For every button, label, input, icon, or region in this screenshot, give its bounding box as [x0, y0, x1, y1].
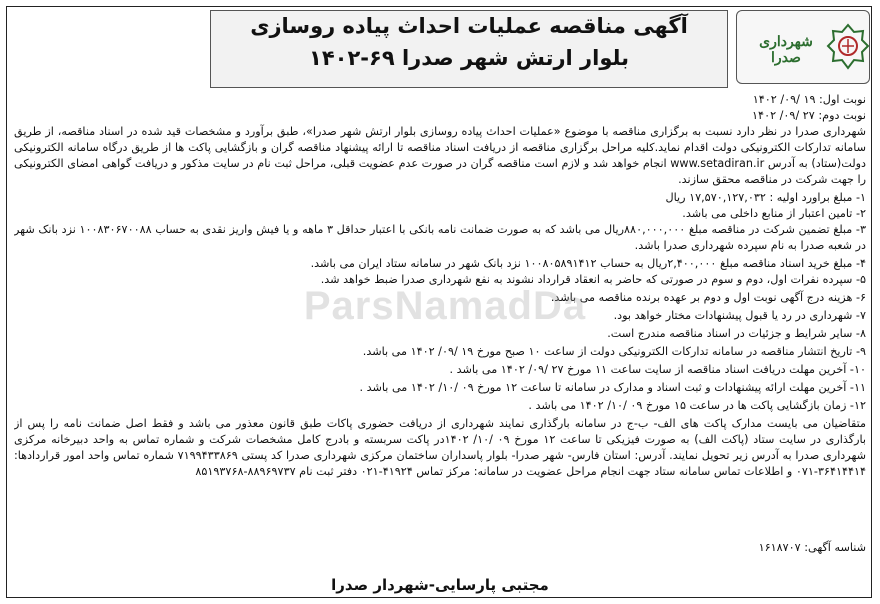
watermark: ParsNamadDa — [303, 284, 587, 328]
list-item-6: ۶- هزینه درج آگهی نوبت اول و دوم بر عهده برنده مناقصه می باشد. — [550, 291, 866, 304]
list-item-10: ۱۰- آخرین مهلت دریافت اسناد مناقصه از سایت ساعت ۱۱ مورخ ۲۷ /۰۹/ ۱۴۰۲ می باشد . — [449, 363, 866, 376]
notice-title: آگهی مناقصه عملیات احداث پیاده روسازی — [250, 14, 688, 38]
list-item-12: ۱۲- زمان بازگشایی پاکت ها در ساعت ۱۵ مورخ ۰۹ /۱۰/ ۱۴۰۲ می باشد . — [528, 399, 866, 412]
municipality-emblem-icon — [826, 22, 870, 72]
list-item-4: ۴- مبلغ خرید اسناد مناقصه مبلغ ۲,۴۰۰,۰۰۰ریال به حساب ۱۰۰۸۰۵۸۹۱۴۱۲ نزد بانک شهر در سامانه ستاد ایران می باشد. — [310, 257, 866, 270]
intro-paragraph: شهرداری صدرا در نظر دارد نسبت به برگزاری مناقصه با موضوع «عملیات احداث پیاده روسازی بلوار ارتش شهر صدرا»، طبق برآورد و مشخصات قید شده در اسناد مناقصه، از طریق سامانه تدارکات الکترونیکی دولت اقدام نماید.کلیه مراحل برگزاری مناقصه از دریافت اسناد مناقصه تا ارائه پیشنهاد مناقصه گران و بازگشایی پاکت ها از طریق درگاه سامانه الکترونیکی دولت(ستاد) به آدرس www.setadiran.ir انجام خواهد شد و لازم است مناقصه گران در صورت عدم عضویت قبلی، مراحل ثبت نام در سایت مذکور و دریافت گواهی امضای الکترونیکی را جهت شرکت در مناقصه محقق سازند. — [14, 125, 866, 186]
list-item-9: ۹- تاریخ انتشار مناقصه در سامانه تدارکات الکترونیکی دولت از ساعت ۱۰ صبح مورخ ۱۹ /۰۹/ ۱۴۰۲ می باشد. — [362, 345, 866, 358]
mayor-signature: مجتبی پارسایی-شهردار صدرا — [331, 576, 549, 594]
notice-subtitle: بلوار ارتش شهر صدرا ۶۹-۱۴۰۲ — [309, 46, 629, 70]
list-item-3: ۳- مبلغ تضمین شرکت در مناقصه مبلغ ۸۸۰,۰۰۰,۰۰۰ریال می باشد که به صورت ضمانت نامه بانکی با اعتبار حداقل ۳ ماهه و یا فیش واریز نقدی به حساب ۱۰۰۸۳۰۶۷۰۰۸۸ نزد بانک شهر در شعبه صدرا به نام سپرده شهرداری صدرا باشد. — [14, 223, 866, 252]
second-publication-date: نوبت دوم: ۲۷ /۰۹/ ۱۴۰۲ — [752, 109, 866, 122]
closing-paragraph: متقاضیان می بایست مدارک پاکت های الف- ب-ج در سامانه بارگذاری نمایند شهرداری از دریافت حضوری پاکات طبق قانون معذور می باشد و فقط اصل ضمانت نامه را پس از بارگذاری در سایت ستاد (پاکت الف) به صورت فیزیکی تا ساعت ۱۲ مورخ ۰۹ /۱۰/ ۱۴۰۲در پاکت سربسته و بادرج کامل مشخصات شرکت و شماره تماس به واحد دبیرخانه مرکزی شهرداری صدرا به آدرس زیر تحویل نمایند. آدرس: استان فارس- شهر صدرا- بلوار پاسداران ساختمان مرکزی شهرداری صدرا کد پستی ۷۱۹۹۴۳۳۸۶۹ شماره تماس واحد امور قراردادها: ۳۶۴۱۴۴۱۴-۰۷۱ و اطلاعات تماس سامانه ستاد جهت انجام مراحل عضویت در سامانه: مرکز تماس ۴۱۹۲۴-۰۲۱ دفتر ثبت نام ۸۸۹۶۹۷۳۷-۸۵۱۹۳۷۶۸ — [14, 417, 866, 478]
logo-text: شهرداری صدرا — [759, 34, 813, 66]
list-item-2: ۲- تامین اعتبار از منابع داخلی می باشد. — [682, 207, 866, 220]
list-item-1: ۱- مبلغ براورد اولیه : ۱۷,۵۷۰,۱۲۷,۰۳۲ ریال — [665, 191, 866, 204]
list-item-5: ۵- سپرده نفرات اول، دوم و سوم در صورتی که حاضر به انعقاد قرارداد نشوند به نفع شهرداری صدرا ضبط خواهد شد. — [320, 273, 866, 286]
list-item-8: ۸- سایر شرایط و جزئیات در اسناد مناقصه مندرج است. — [607, 327, 866, 340]
first-publication-date: نوبت اول: ۱۹ /۰۹/ ۱۴۰۲ — [752, 93, 866, 106]
list-item-11: ۱۱- آخرین مهلت ارائه پیشنهادات و ثبت اسناد و مدارک در سامانه تا ساعت ۱۲ مورخ ۰۹ /۱۰/ ۱۴۰۲ می باشد . — [359, 381, 866, 394]
list-item-7: ۷- شهرداری در رد یا قبول پیشنهادات مختار خواهد بود. — [613, 309, 866, 322]
ad-identifier: شناسه آگهی: ۱۶۱۸۷۰۷ — [758, 541, 866, 554]
